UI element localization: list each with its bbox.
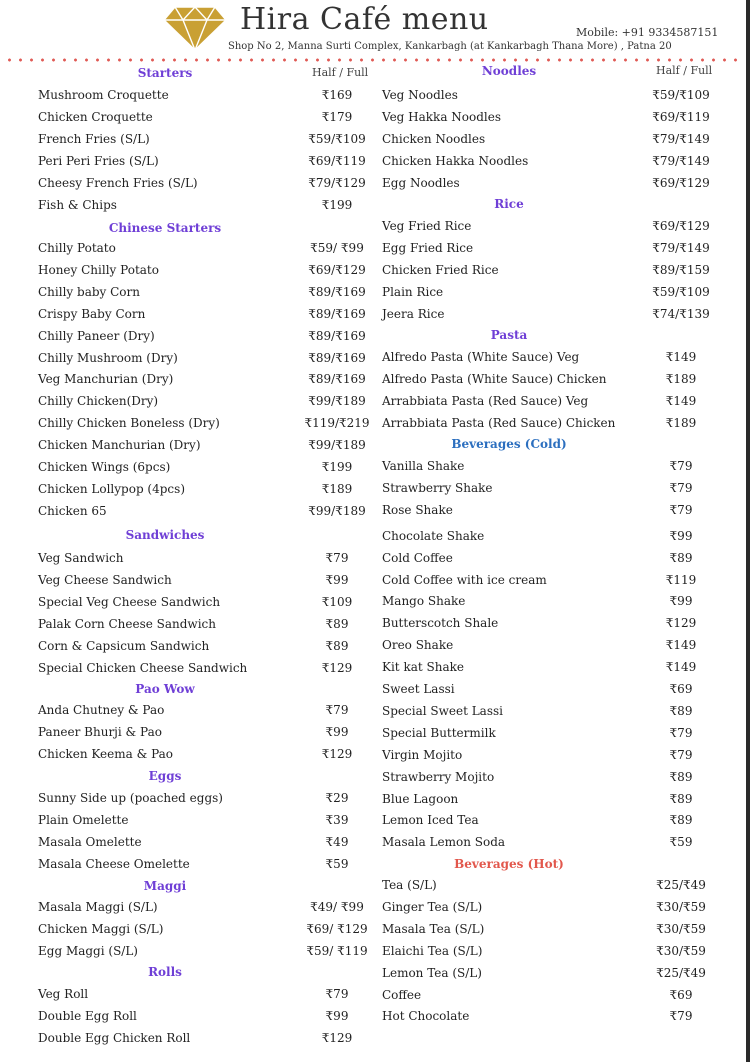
menu-item-price: ₹99 [669,594,693,609]
menu-item-name: Masala Lemon Soda [382,835,506,850]
menu-item [372,944,744,966]
menu-item-name: Special Veg Cheese Sandwich [38,594,221,609]
menu-item-price: ₹69/ ₹129 [306,921,368,936]
menu-item-name: Fish & Chips [38,197,117,212]
menu-item-name: Elaichi Tea (S/L) [382,943,483,958]
menu-item [372,813,744,835]
section-title: Sandwiches [125,528,205,542]
menu-item-price: ₹89 [669,703,693,718]
menu-item [372,154,744,176]
menu-item-name: Egg Maggi (S/L) [38,943,138,958]
menu-item-name: Crispy Baby Corn [38,306,146,321]
menu-item-name: Veg Manchurian (Dry) [38,372,174,387]
menu-item-name: Special Chicken Cheese Sandwich [38,660,248,675]
menu-item-name: Masala Tea (S/L) [382,921,485,936]
menu-item-price: ₹59 [325,856,349,871]
menu-item-name: Coffee [382,987,422,1002]
menu-item-name: Sunny Side up (poached eggs) [38,791,223,805]
menu-item-price: ₹25/₹49 [656,878,706,892]
menu-item-price: ₹99 [325,724,349,739]
menu-item-price: ₹199 [321,197,353,212]
menu-item [372,176,744,198]
menu-item [0,241,372,263]
menu-item-price: ₹69/₹119 [652,109,710,124]
menu-item [372,132,744,154]
menu-item [372,966,744,988]
menu-item-price: ₹79 [325,551,349,565]
menu-item-price: ₹59/₹109 [652,284,710,299]
menu-item [0,551,372,573]
menu-item-name: Mushroom Croquette [38,88,169,102]
menu-item [0,132,372,154]
menu-item-name: Special Sweet Lassi [382,703,503,718]
section-title: Rolls [148,965,182,979]
menu-item-name: Double Egg Roll [38,1008,137,1023]
section-eggs [0,769,372,789]
menu-item [372,792,744,814]
menu-item-price: ₹89/₹169 [308,306,366,321]
menu-item-name: Strawberry Mojito [382,769,495,784]
menu-item-name: Tea (S/L) [382,878,437,892]
menu-item-price: ₹79 [669,502,693,517]
section-maggi [0,879,372,899]
menu-item-name: Chilly Mushroom (Dry) [38,350,178,365]
section-title: Starters [137,66,193,80]
menu-item [0,857,372,879]
menu-item [0,285,372,307]
menu-item-name: Blue Lagoon [382,791,459,806]
menu-item-price: ₹79 [669,747,693,762]
menu-item-price: ₹69/₹129 [652,175,710,190]
menu-item-name: Cheesy French Fries (S/L) [38,175,198,190]
menu-item-price: ₹74/₹139 [652,306,710,321]
menu-item [372,503,744,525]
menu-item [372,110,744,132]
menu-item-price: ₹149 [665,638,697,653]
menu-item-name: Kit kat Shake [382,660,464,675]
menu-item-price: ₹79/₹149 [652,240,710,255]
menu-item-name: Strawberry Shake [382,480,493,495]
menu-item [0,1009,372,1031]
menu-item [0,351,372,373]
menu-item-price: ₹179 [321,109,353,124]
menu-item-price: ₹59/₹109 [652,88,710,102]
menu-item-price: ₹89 [669,550,693,565]
menu-item [372,394,744,416]
menu-item-name: Chocolate Shake [382,528,485,543]
menu-item-price: ₹25/₹49 [656,965,706,980]
menu-item-price: ₹49 [325,834,349,849]
menu-item [0,372,372,394]
menu-item [372,551,744,573]
menu-item-name: Chicken Maggi (S/L) [38,921,164,936]
menu-item-name: Oreo Shake [382,638,454,653]
menu-item-price: ₹49/ ₹99 [310,900,364,914]
menu-item-name: Egg Fried Rice [382,240,474,255]
section-title: Noodles [481,64,537,78]
menu-item [0,747,372,769]
menu-item-name: Lemon Tea (S/L) [382,965,482,980]
menu-item-price: ₹79 [669,1009,693,1024]
menu-item [0,438,372,460]
menu-item [372,682,744,704]
menu-item-price: ₹189 [321,481,353,496]
section-chinese-starters [0,221,372,241]
menu-item [372,638,744,660]
menu-item-name: Cold Coffee with ice cream [382,572,547,587]
menu-item [0,639,372,661]
menu-item-price: ₹39 [325,812,349,827]
section-pasta [372,328,744,348]
section-noodles [372,64,744,84]
menu-item-name: Chicken 65 [38,503,107,518]
menu-item-price: ₹189 [665,415,697,430]
section-title: Eggs [148,769,182,783]
section-title: Maggi [143,879,187,893]
menu-item [0,725,372,747]
menu-item-price: ₹119/₹219 [304,416,370,431]
menu-item-price: ₹79/₹129 [308,175,366,190]
menu-item-name: Peri Peri Fries (S/L) [38,153,159,168]
section-rolls [0,965,372,985]
menu-item [0,944,372,966]
menu-item-price: ₹149 [665,393,697,408]
menu-item [372,594,744,616]
menu-item-price: ₹59/₹109 [308,131,366,146]
menu-item-price: ₹89 [325,638,349,653]
diamond-logo-icon [163,5,227,51]
menu-item-name: Veg Noodles [382,88,458,102]
menu-item [0,482,372,504]
menu-item-price: ₹89 [669,769,693,784]
menu-item [372,835,744,857]
menu-item-price: ₹169 [321,88,353,102]
menu-item [372,372,744,394]
address: Shop No 2, Manna Surti Complex, Kankarbagh (at Kankarbagh Thana More) , Patna 20 [228,41,672,52]
menu-item [0,329,372,351]
menu-item-name: Chicken Keema & Pao [38,746,173,761]
menu-item-price: ₹89/₹169 [308,284,366,299]
menu-item-price: ₹89/₹169 [308,350,366,365]
menu-item [0,416,372,438]
menu-item [0,791,372,813]
menu-item-price: ₹69/₹129 [652,219,710,233]
menu-item-price: ₹79 [325,987,349,1001]
menu-item-price: ₹30/₹59 [656,921,706,936]
menu-item-name: Chilly baby Corn [38,284,140,299]
menu-item-name: Alfredo Pasta (White Sauce) Veg [382,350,580,364]
price-column-header: Half / Full [656,64,713,77]
menu-item-name: Chilly Potato [38,241,116,255]
menu-item-price: ₹79 [669,725,693,740]
menu-item [372,878,744,900]
menu-item-price: ₹30/₹59 [656,899,706,914]
menu-item [0,922,372,944]
menu-item-name: Sweet Lassi [382,682,455,696]
menu-item [372,900,744,922]
menu-item-name: Chicken Noodles [382,131,486,146]
menu-item-price: ₹99 [669,528,693,543]
section-title: Chinese Starters [108,221,222,235]
menu-item-name: Arrabbiata Pasta (Red Sauce) Veg [382,393,589,408]
menu-item-name: Cold Coffee [382,550,453,565]
menu-item [372,350,744,372]
menu-item-price: ₹69 [669,987,693,1002]
section-title: Beverages (Cold) [451,437,567,451]
menu-item [0,154,372,176]
menu-item [372,704,744,726]
menu-item-name: Chicken Croquette [38,109,153,124]
menu-item-price: ₹99 [325,572,349,587]
menu-item-price: ₹109 [321,594,353,609]
section-sandwiches [0,528,372,548]
menu-item-price: ₹79 [669,459,693,473]
section-beverages-hot [372,857,744,877]
menu-item-name: Jeera Rice [382,306,445,321]
page-title: Hira Café menu [240,2,489,37]
menu-item-price: ₹89/₹169 [308,328,366,343]
menu-item [372,770,744,792]
menu-item-name: Veg Roll [38,987,89,1001]
menu-item-name: Veg Hakka Noodles [382,109,502,124]
menu-item-name: Masala Maggi (S/L) [38,900,158,914]
menu-item [372,416,744,438]
section-title: Pasta [490,328,528,342]
menu-item [0,573,372,595]
menu-item-name: Paneer Bhurji & Pao [38,724,162,739]
page-border [746,0,750,1062]
menu-item-name: Honey Chilly Potato [38,262,159,277]
menu-item [0,176,372,198]
menu-item [0,1031,372,1053]
menu-item-name: Chilly Paneer (Dry) [38,328,155,343]
menu-item-name: Corn & Capsicum Sandwich [38,638,210,653]
menu-item-price: ₹89 [669,813,693,828]
menu-item-name: Masala Omelette [38,834,142,849]
menu-item [372,573,744,595]
menu-item-name: Chilly Chicken Boneless (Dry) [38,416,220,431]
menu-item-name: Plain Omelette [38,812,129,827]
menu-item-price: ₹199 [321,460,353,474]
menu-item-name: Chicken Hakka Noodles [382,153,529,168]
menu-item-name: Double Egg Chicken Roll [38,1030,191,1045]
menu-item [0,88,372,110]
menu-item [0,813,372,835]
menu-item [372,529,744,551]
menu-item-price: ₹69 [669,682,693,696]
menu-item [372,1009,744,1031]
menu-item-price: ₹59/ ₹119 [306,943,368,958]
menu-item-price: ₹99/₹189 [308,438,366,453]
menu-item-name: Chicken Lollypop (4pcs) [38,481,185,496]
menu-item [372,988,744,1010]
section-title: Pao Wow [135,682,195,696]
menu-item-price: ₹99/₹189 [308,503,366,518]
menu-item-price: ₹99 [325,1008,349,1023]
menu-item-price: ₹99/₹189 [308,394,366,409]
menu-item-price: ₹89 [325,616,349,631]
section-rice [372,197,744,217]
menu-item-name: Egg Noodles [382,175,460,190]
menu-item-price: ₹89/₹169 [308,372,366,387]
menu-item [0,504,372,526]
menu-item-price: ₹129 [321,746,353,761]
menu-item-name: Chilly Chicken(Dry) [38,394,159,409]
menu-item-price: ₹79/₹149 [652,131,710,146]
menu-item-name: Mango Shake [382,594,466,609]
menu-item [0,394,372,416]
menu-item [0,987,372,1009]
menu-item [0,900,372,922]
menu-item-price: ₹129 [665,616,697,631]
menu-item-price: ₹129 [321,660,353,675]
menu-item-price: ₹149 [665,350,697,364]
menu-item-name: Veg Fried Rice [382,219,472,233]
mobile-number: Mobile: +91 9334587151 [576,26,719,39]
menu-item-price: ₹69/₹119 [308,153,366,168]
menu-item-price: ₹30/₹59 [656,943,706,958]
menu-item-name: Lemon Iced Tea [382,813,479,828]
menu-item [372,660,744,682]
menu-item-name: Virgin Mojito [382,747,463,762]
menu-item-name: Chicken Wings (6pcs) [38,460,171,474]
menu-item-price: ₹59/ ₹99 [310,241,364,255]
menu-item [0,595,372,617]
menu-item [0,110,372,132]
menu-item-name: Ginger Tea (S/L) [382,899,483,914]
menu-item-price: ₹79/₹149 [652,153,710,168]
menu-item [0,307,372,329]
menu-item-name: Chicken Manchurian (Dry) [38,438,201,453]
menu-item-name: Arrabbiata Pasta (Red Sauce) Chicken [382,415,616,430]
menu-item [372,219,744,241]
menu-item-price: ₹149 [665,660,697,675]
section-pao-wow [0,682,372,702]
menu-item-name: Vanilla Shake [382,459,465,473]
menu-item [372,285,744,307]
section-title: Beverages (Hot) [454,857,564,871]
menu-item [372,307,744,329]
section-starters [0,66,372,86]
menu-item [372,726,744,748]
menu-item-price: ₹129 [321,1030,353,1045]
menu-item-name: Palak Corn Cheese Sandwich [38,616,216,631]
menu-item [0,835,372,857]
menu-item-price: ₹59 [669,835,693,850]
menu-item [372,922,744,944]
menu-item [0,263,372,285]
menu-item-name: Veg Sandwich [38,551,124,565]
menu-item [0,198,372,220]
menu-item-price: ₹29 [325,791,349,805]
menu-item-price: ₹189 [665,371,697,386]
menu-item-price: ₹119 [665,572,697,587]
menu-item-price: ₹89/₹159 [652,262,710,277]
menu-item-name: Butterscotch Shale [382,616,499,631]
menu-item [0,703,372,725]
menu-item-name: Masala Cheese Omelette [38,856,190,871]
menu-item-name: Plain Rice [382,284,444,299]
price-column-header: Half / Full [312,66,369,79]
menu-item-name: Veg Cheese Sandwich [38,572,172,587]
menu-item-name: Hot Chocolate [382,1009,470,1024]
menu-item [372,616,744,638]
menu-item-name: Special Buttermilk [382,725,496,740]
menu-item-name: Rose Shake [382,502,453,517]
menu-item-price: ₹89 [669,791,693,806]
menu-item [372,241,744,263]
section-beverages-cold [372,437,744,457]
menu-item-name: Anda Chutney & Pao [38,703,165,717]
menu-item [0,617,372,639]
menu-item [372,88,744,110]
menu-item [0,661,372,683]
menu-item [0,460,372,482]
menu-item [372,748,744,770]
dotted-divider [4,58,744,62]
menu-item [372,481,744,503]
section-title: Rice [494,197,524,211]
menu-item [372,263,744,285]
menu-item-price: ₹69/₹129 [308,262,366,277]
menu-item [372,459,744,481]
menu-item-name: French Fries (S/L) [38,131,150,146]
menu-item-price: ₹79 [325,703,349,717]
menu-item-name: Alfredo Pasta (White Sauce) Chicken [382,371,607,386]
menu-item-name: Chicken Fried Rice [382,262,499,277]
menu-item-price: ₹79 [669,480,693,495]
